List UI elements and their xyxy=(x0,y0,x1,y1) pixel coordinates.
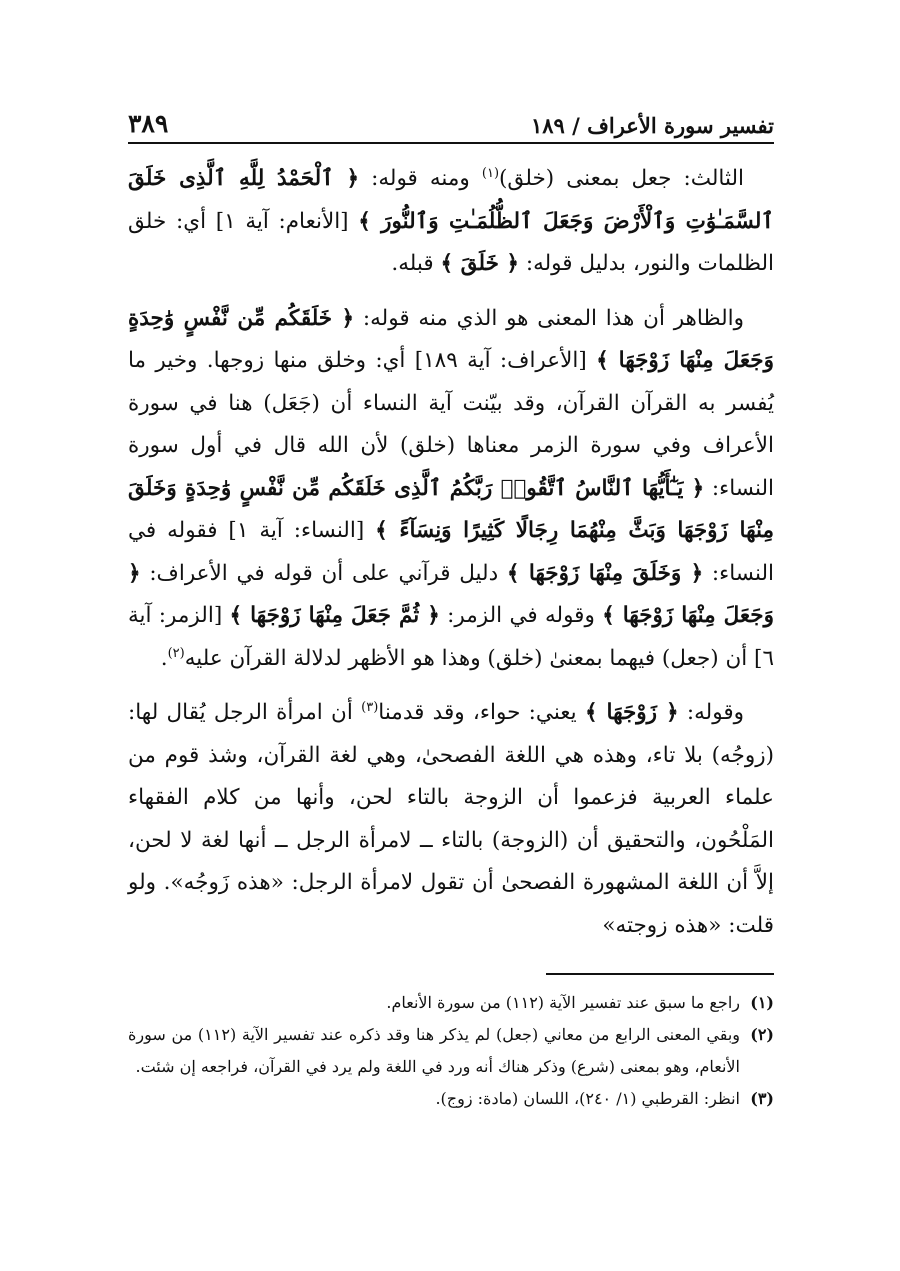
quran-verse: ﴿ خَلَقَكُم مِّن نَّفْسٍ وَٰحِدَةٍ وَجَعَلَ مِنْهَا زَوْجَهَا ﴾ xyxy=(128,305,774,373)
quran-verse: ﴿ وَخَلَقَ مِنْهَا زَوْجَهَا ﴾ xyxy=(506,560,704,586)
text-segment: وقوله: xyxy=(678,700,744,725)
text-segment: دليل قرآني على أن قوله في الأعراف: xyxy=(140,560,507,586)
text-segment: والظاهر أن هذا المعنى هو الذي منه قوله: xyxy=(354,305,744,331)
book-page xyxy=(128,104,774,1115)
text-segment: [النساء: آية ١] فقوله في النساء: xyxy=(128,518,775,586)
footnote-separator xyxy=(546,973,774,975)
quran-verse: ﴿ ثُمَّ جَعَلَ مِنْهَا زَوْجَهَا ﴾ xyxy=(229,603,440,628)
quran-verse: ﴿ ٱلْحَمْدُ لِلَّهِ ٱلَّذِى خَلَقَ ٱلسَّمَـٰوَٰتِ وَٱلْأَرْضَ وَجَعَلَ ٱلظُّلُمَـٰتِ وَٱلنُّورَ ﴾ xyxy=(128,166,774,234)
footnotes xyxy=(128,987,774,1115)
text-segment: [الزمر: آية ٦] أن (جعل) فيهما بمعنىٰ (خلق) وهذا هو الأظهر لدلالة القرآن عليه xyxy=(128,603,774,671)
quran-verse: ﴿ وَجَعَلَ مِنْهَا زَوْجَهَا ﴾ xyxy=(128,560,774,628)
body-text xyxy=(128,158,774,947)
quran-verse: ﴿ خَلَقَ ﴾ xyxy=(440,251,520,276)
header-title: تفسير سورة الأعراف / ١٨٩ xyxy=(530,113,774,138)
footnote xyxy=(128,987,774,1019)
footnote-reference: (٣) xyxy=(361,699,379,715)
footnote-text: وبقي المعنى الرابع من معاني (جعل) لم يذكر هنا وقد ذكره عند تفسير الآية (١١٢) من سورة الأنعام، وهو بمعنى (شرع) وذكر هناك أنه ورد في اللغة ولم يرد في القرآن، فراجعه إن شئت. xyxy=(128,1025,740,1076)
running-header xyxy=(128,104,774,144)
footnote xyxy=(128,1083,774,1115)
footnote-number: (١) xyxy=(750,993,774,1012)
quran-verse: ﴿ زَوْجَهَا ﴾ xyxy=(584,700,679,725)
text-segment: [الأنعام: آية ١] أي: خلق الظلمات والنور، بدليل قوله: xyxy=(128,208,774,276)
footnote-reference: (١) xyxy=(481,165,500,181)
quran-verse: ﴿ يَـٰٓأَيُّهَا ٱلنَّاسُ ٱتَّقُوا۟ رَبَّكُمُ ٱلَّذِى خَلَقَكُم مِّن نَّفْسٍ وَٰحِدَةٍ وَخَلَقَ مِنْهَا زَوْجَهَا وَبَثَّ مِنْهُمَا رِجَالًا كَثِيرًا وَنِسَآءً ﴾ xyxy=(128,475,774,543)
text-segment: وقوله في الزمر: xyxy=(439,603,603,628)
text-segment: ومنه قوله: xyxy=(359,166,482,191)
footnote-text: راجع ما سبق عند تفسير الآية (١١٢) من سورة الأنعام. xyxy=(386,993,740,1012)
text-segment: [الأعراف: آية ١٨٩] أي: وخلق منها زوجها. وخير ما يُفسر به القرآن القرآن، وقد بيّنت آية النساء أن (جَعَل) هنا في سورة الأعراف وفي سورة الزمر معناها (خلق) لأن الله قال في أول سورة النساء: xyxy=(128,348,774,501)
page-number: ٣٨٩ xyxy=(128,109,169,138)
footnote-number: (٣) xyxy=(750,1089,774,1108)
text-segment: الثالث: جعل بمعنى (خلق) xyxy=(499,166,744,191)
paragraph xyxy=(128,692,774,947)
footnote-reference: (٢) xyxy=(167,645,185,661)
text-segment: يعني: حواء، وقد قدمنا xyxy=(378,700,585,725)
footnote-number: (٢) xyxy=(750,1025,774,1044)
footnote-text: انظر: القرطبي (١/ ٢٤٠)، اللسان (مادة: زوج). xyxy=(435,1089,740,1108)
text-segment: قبله. xyxy=(391,251,441,276)
text-segment: . xyxy=(160,645,168,671)
footnote xyxy=(128,1019,774,1083)
text-segment: أن امرأة الرجل يُقال لها: (زوجُه) بلا تاء، وهذه هي اللغة الفصحىٰ، وهي لغة القرآن، وشذ قوم من علماء العربية فزعموا أن الزوجة بالتاء لحن، وأنها من كلام الفقهاء المَلْحُون، والتحقيق أن (الزوجة) بالتاء ــ لامرأة الرجل ــ أنها لغة لا لحن، إلاَّ أن اللغة المشهورة الفصحىٰ أن تقول لامرأة الرجل: «هذه زَوجُه». ولو قلت: «هذه زوجته» xyxy=(128,700,774,938)
paragraph xyxy=(128,158,774,286)
paragraph xyxy=(128,298,774,681)
